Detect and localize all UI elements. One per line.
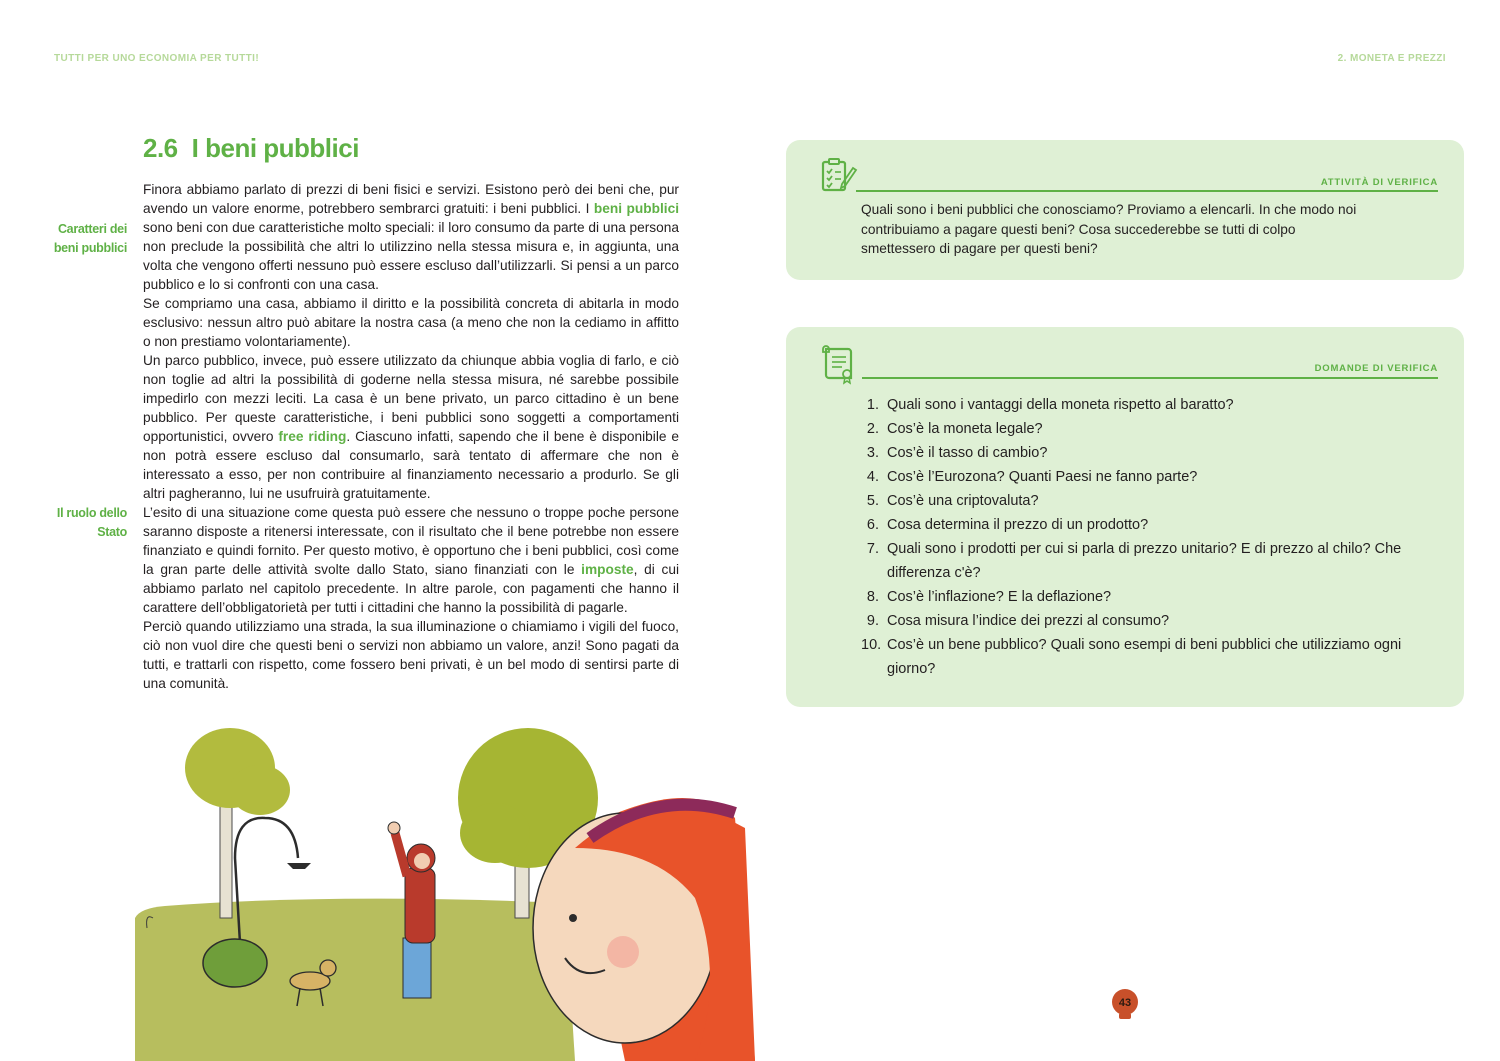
text-run: . Ciascuno infatti, sapendo che il bene è disponibile e non potrà essere escluso dal consumarlo, sarà tentato di affermare che non è interessato a esso, per non contribuire al finanziamento necessario a produrlo. Se gli altri pagheranno, lui ne usufruirà gratuitamente. <box>143 429 679 501</box>
paragraph: Se compriamo una casa, abbiamo il diritto e la possibilità concreta di abitarla in modo esclusivo: nessun altro può abitare la nostra casa (a meno che non la cediamo in affitto o non prestiamo volontariamente). <box>143 296 679 349</box>
paragraph: Perciò quando utilizziamo una strada, la sua illuminazione o chiamiamo i vigili del fuoco, ciò non vuol dire che questi beni o servizi non abbiamo un valore, anzi! Sono pagati da tutti, e trattarli con rispetto, come fossero beni privati, è un bel modo di sentirsi parte di una comunità. <box>143 619 679 691</box>
margin-note-state-role <box>37 504 127 542</box>
activity-box <box>786 140 1464 280</box>
question-text: Cosa determina il prezzo di un prodotto? <box>887 517 1149 533</box>
question-item <box>861 417 1421 441</box>
text-run: Un parco pubblico, invece, può essere utilizzato da chiunque abbia voglia di farlo, e ciò non toglie ad altri la possibilità di goderne nella stessa misura, né sarebbe possibile impedirlo con mezzi leciti. La casa è un bene privato, un parco cittadino è un bene pubblico. Per queste caratteristiche, i beni pubblici sono soggetti a comportamenti opportunistici, ovvero <box>143 353 679 444</box>
question-text: Cos’è la moneta legale? <box>887 421 1043 437</box>
keyword-beni-pubblici: beni pubblici <box>593 201 679 216</box>
park-illustration <box>135 718 755 1061</box>
section-heading: I beni pubblici <box>191 133 359 163</box>
clipboard-check-icon <box>818 156 858 196</box>
box-rule <box>862 377 1438 379</box>
question-text: Cosa misura l’indice dei prezzi al consumo? <box>887 613 1170 629</box>
question-number: 3. <box>866 445 879 461</box>
page-number: 43 <box>1118 997 1132 1009</box>
question-list <box>861 393 1421 681</box>
question-number: 6. <box>866 517 879 533</box>
question-number: 9. <box>866 613 879 629</box>
questions-box <box>786 327 1464 707</box>
question-number: 10. <box>861 637 882 653</box>
box-rule <box>856 190 1438 192</box>
question-text: Cos’è una criptovaluta? <box>887 493 1039 509</box>
body-text <box>143 180 679 693</box>
question-text: Cos’è l’Eurozona? Quanti Paesi ne fanno parte? <box>887 469 1198 485</box>
margin-note-line: Caratteri dei <box>57 222 127 236</box>
question-number: 7. <box>866 541 879 557</box>
question-number: 5. <box>866 493 879 509</box>
question-item <box>861 489 1421 513</box>
activity-text: Quali sono i beni pubblici che conosciamo? Proviamo a elencarli. In che modo noi contribuiamo a pagare questi beni? Cosa succederebbe se tutti di colpo smettessero di pagare per questi beni? <box>861 202 1357 256</box>
question-item <box>861 465 1421 489</box>
page-number-badge <box>1110 985 1140 1021</box>
question-text: Quali sono i vantaggi della moneta rispetto al baratto? <box>887 397 1234 413</box>
question-item <box>861 441 1421 465</box>
text-run: Finora abbiamo parlato di prezzi di beni fisici e servizi. Esistono però dei beni che, pur avendo un valore enorme, potrebbero sembrarci gratuiti: i beni pubblici. I <box>143 182 679 216</box>
question-number: 2. <box>866 421 879 437</box>
question-item <box>861 609 1421 633</box>
question-item <box>861 513 1421 537</box>
question-text: Quali sono i prodotti per cui si parla di prezzo unitario? E di prezzo al chilo? Che differenza c'è? <box>887 541 1402 581</box>
paragraph <box>143 180 679 294</box>
text-run: , di cui abbiamo parlato nel capitolo precedente. In altre parole, con pagamenti che hanno il carattere dell’obbligatorietà per tutti i cittadini che hanno la possibilità di pagarle. <box>143 562 679 615</box>
running-header-right: 2. MONETA E PREZZI <box>1337 53 1446 64</box>
question-item <box>861 585 1421 609</box>
question-item <box>861 633 1421 681</box>
keyword-free-riding: free riding <box>278 429 347 444</box>
activity-box-label: ATTIVITÀ DI VERIFICA <box>1320 177 1438 188</box>
questions-box-label: DOMANDE DI VERIFICA <box>1314 363 1438 374</box>
question-text: Cos’è l’inflazione? E la deflazione? <box>887 589 1112 605</box>
text-run: sono beni con due caratteristiche molto speciali: il loro consumo da parte di una persona non preclude la possibilità che altri lo utilizzino nella stessa misura e, in aggiunta, una volta che vengono offerti nessuno può essere escluso dall’utilizzarli. Si pensi a un parco pubblico e lo si confronti con una casa. <box>143 220 679 292</box>
section-number: 2.6 <box>143 133 178 163</box>
paragraph <box>143 503 679 617</box>
question-number: 8. <box>866 589 879 605</box>
section-title <box>143 133 359 164</box>
margin-note-characteristics <box>37 220 127 258</box>
margin-note-line: Stato <box>97 525 127 539</box>
question-text: Cos’è un bene pubblico? Quali sono esempi di beni pubblici che utilizziamo ogni giorno? <box>887 637 1402 677</box>
running-header-left: TUTTI PER UNO ECONOMIA PER TUTTI! <box>54 53 260 64</box>
question-number: 1. <box>866 397 879 413</box>
question-text: Cos’è il tasso di cambio? <box>887 445 1048 461</box>
keyword-imposte: imposte <box>581 562 634 577</box>
question-item <box>861 537 1421 585</box>
question-item <box>861 393 1421 417</box>
text-run: L’esito di una situazione come questa può essere che nessuno o troppe poche persone saranno disposte a ritenersi interessate, con il risultato che il bene potrebbe non essere finanziato e quindi fornito. Per questo motivo, è opportuno che i beni pubblici, così come la gran parte delle attività svolte dallo Stato, siano finanziati con le <box>143 505 679 577</box>
margin-note-line: beni pubblici <box>53 241 127 255</box>
certificate-scroll-icon <box>818 345 858 385</box>
margin-note-line: Il ruolo dello <box>56 506 127 520</box>
paragraph <box>143 351 679 503</box>
question-number: 4. <box>866 469 879 485</box>
